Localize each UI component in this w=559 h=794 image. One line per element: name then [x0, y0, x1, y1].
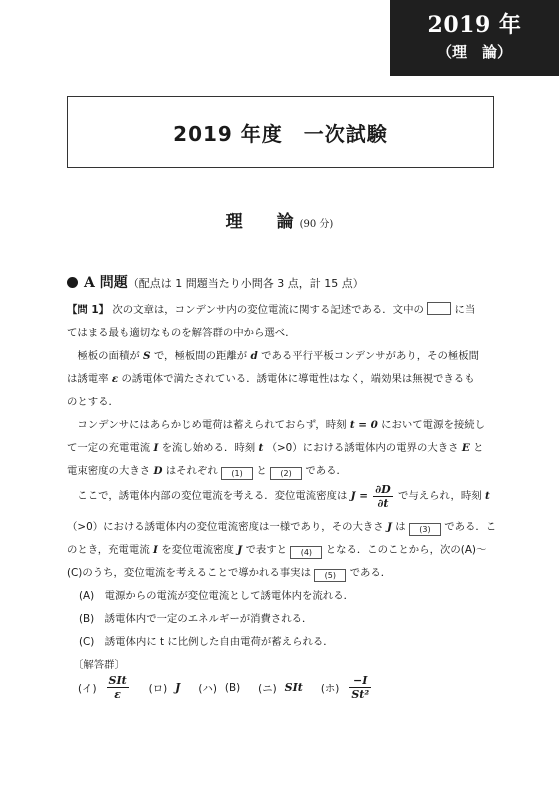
var-J: J — [237, 544, 243, 556]
subject-name: 理 論 — [225, 212, 294, 232]
year-tab-subject: （理 論） — [436, 43, 512, 61]
text-line: 電束密度の大きさ D はそれぞれ (1) と (2) である． — [67, 465, 347, 478]
text-line: のとする． — [67, 396, 119, 408]
answer-box-4: (4) — [290, 546, 322, 559]
fact-item: (B) 誘電体内で一定のエネルギーが消費される． — [79, 613, 313, 625]
var-I: I — [153, 442, 159, 454]
problem-body — [67, 299, 499, 483]
var-t: t — [485, 490, 490, 502]
fact-item: (A) 電源からの電流が変位電流として誘電体内を流れる． — [79, 590, 354, 602]
text-line: コンデンサにはあらかじめ電荷は蓄えられておらず，時刻 t = 0 において電源を接続し — [77, 419, 486, 431]
text-line: は誘電率 ε の誘電体で満たされている．誘電体に導電性はなく，端効果は無視できるも — [67, 373, 475, 385]
subject-duration: (90 分) — [299, 219, 334, 230]
problem-number: 【問 1】 — [67, 304, 110, 316]
var-t0: t = 0 — [349, 419, 378, 431]
var-t: t — [258, 442, 264, 454]
answer-group-label: 〔解答群〕 — [73, 659, 125, 671]
var-E: E — [461, 442, 470, 454]
exam-title: 2019 年度 一次試験 — [67, 96, 494, 168]
section-label: A 問題 — [84, 275, 128, 291]
answer-choices — [78, 674, 391, 701]
var-D: D — [153, 465, 163, 477]
text-line: 極板の面積が S で，極板間の距離が d である平行平板コンデンサがあり，その極板間 — [77, 350, 480, 362]
section-heading — [67, 272, 364, 292]
answer-box-5: (5) — [314, 569, 346, 582]
var-epsilon: ε — [111, 373, 119, 385]
var-S: S — [143, 350, 151, 362]
subject-heading — [0, 207, 559, 232]
year-tab — [390, 0, 559, 76]
text-line: （>0）における誘電体内の変位電流密度は一様であり，その大きさ J は (3) である．こ — [67, 521, 497, 534]
formula-lhs: J = — [350, 490, 368, 502]
bullet-dot-icon — [67, 277, 78, 288]
problem-body-cont — [67, 516, 499, 677]
year-tab-year: 2019 年 — [427, 12, 522, 38]
problem-body-formula — [67, 481, 499, 511]
text-line: ここで，誘電体内部の変位電流を考える．変位電流密度は J = $\frac{\partial D}{\partial t}$ で与えられ，時刻 t — [77, 482, 490, 510]
choice-ho: (ホ) $\frac{-I}{\text{St²}}$ — [320, 674, 370, 701]
fact-item: (C) 誘電体内に t に比例した自由電荷が蓄えられる． — [79, 636, 334, 648]
answer-box-1: (1) — [221, 467, 253, 480]
section-note: （配点は 1 問題当たり小問各 3 点，計 15 点） — [127, 277, 364, 290]
answer-box-3: (3) — [409, 523, 441, 536]
choice-ro: (ロ) J — [148, 681, 181, 695]
text-line: 【問 1】 次の文章は，コンデンサ内の変位電流に関する記述である．文中の に当 — [67, 304, 476, 316]
answer-box-2: (2) — [270, 467, 302, 480]
var-I: I — [153, 544, 158, 556]
choice-ha: (ハ) (B) — [198, 681, 241, 695]
text-line: のとき，充電電流 I を変位電流密度 J で表すと (4) となる．このことから，次の(A)～ — [67, 544, 487, 557]
choice-i: (イ) $\frac{\text{SIt}}{\varepsilon}$ — [78, 674, 127, 701]
text-line: てはまる最も適切なものを解答群の中から選べ． — [67, 327, 296, 339]
choice-ni: (ニ) SIt — [258, 681, 303, 695]
blank-box — [427, 302, 451, 315]
text-line: (C)のうち，変位電流を考えることで導かれる事実は (5) である． — [67, 567, 392, 580]
var-d: d — [250, 350, 258, 362]
text-line: て一定の充電電流 I を流し始める．時刻 t （>0）における誘電体内の電界の大きさ E と — [67, 442, 484, 454]
fraction-dD-dt: $\frac{\partial D}{\partial t}$ — [375, 482, 391, 510]
var-J: J — [386, 521, 392, 533]
